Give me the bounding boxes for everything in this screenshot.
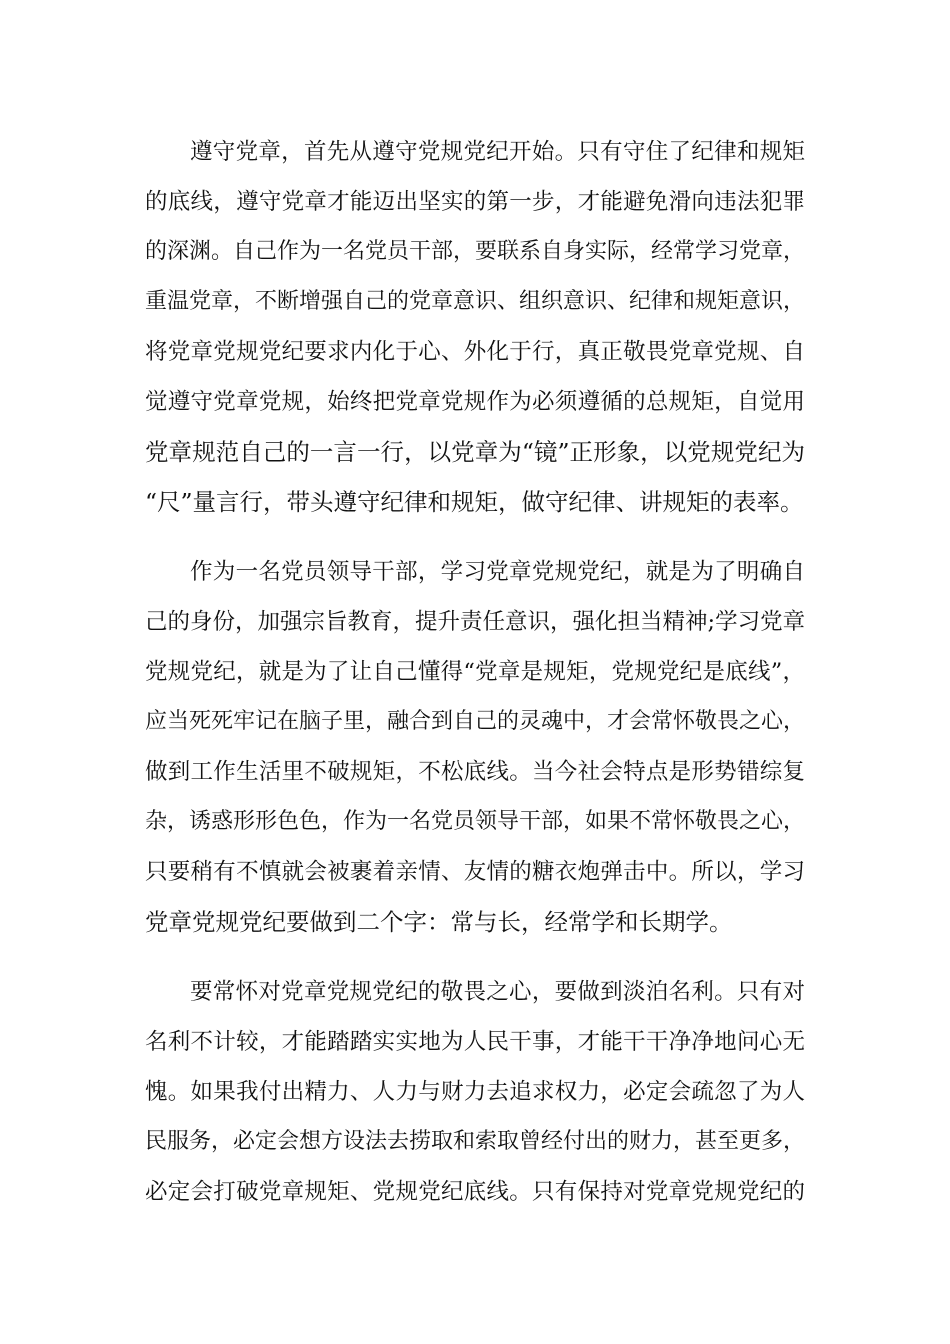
text-line: 必定会打破党章规矩、党规党纪底线。只有保持对党章党规党纪的 <box>145 1179 805 1205</box>
text-line: 党规党纪，就是为了让自己懂得“党章是规矩，党规党纪是底线”， <box>145 659 805 685</box>
text-line: 党章党规党纪要做到二个字：常与长，经常学和长期学。 <box>145 908 733 936</box>
text-line: 的深渊。自己作为一名党员干部，要联系自身实际，经常学习党章， <box>145 239 806 264</box>
text-line: 重温党章，不断增强自己的党章意识、组织意识、纪律和规矩意识， <box>145 289 806 314</box>
text-line: 只要稍有不慎就会被裹着亲情、友情的糖衣炮弹击中。所以，学习 <box>145 859 805 885</box>
text-line: 己的身份，加强宗旨教育，提升责任意识，强化担当精神;学习党章 <box>145 609 806 635</box>
text-line: 要常怀对党章党规党纪的敬畏之心，要做到淡泊名利。只有对 <box>190 979 805 1005</box>
text-line: 杂，诱惑形形色色，作为一名党员领导干部，如果不常怀敬畏之心， <box>145 809 806 834</box>
text-line: 遵守党章，首先从遵守党规党纪开始。只有守住了纪律和规矩 <box>190 139 805 165</box>
text-line: 应当死死牢记在脑子里，融合到自己的灵魂中，才会常怀敬畏之心， <box>145 709 806 734</box>
text-line: 愧。如果我付出精力、人力与财力去追求权力，必定会疏忽了为人 <box>145 1079 805 1105</box>
text-line: 作为一名党员领导干部，学习党章党规党纪，就是为了明确自 <box>190 559 805 585</box>
text-line: “尺”量言行，带头遵守纪律和规矩，做守纪律、讲规矩的表率。 <box>145 488 804 516</box>
text-line: 的底线，遵守党章才能迈出坚实的第一步，才能避免滑向违法犯罪 <box>145 189 805 215</box>
text-line: 觉遵守党章党规，始终把党章党规作为必须遵循的总规矩，自觉用 <box>145 389 805 415</box>
text-line: 名利不计较，才能踏踏实实地为人民干事，才能干干净净地问心无 <box>145 1029 805 1055</box>
text-line: 做到工作生活里不破规矩，不松底线。当今社会特点是形势错综复 <box>145 759 805 785</box>
text-line: 将党章党规党纪要求内化于心、外化于行，真正敬畏党章党规、自 <box>145 339 805 365</box>
text-line: 民服务，必定会想方设法去捞取和索取曾经付出的财力，甚至更多， <box>145 1129 806 1154</box>
text-line: 党章规范自己的一言一行，以党章为“镜”正形象，以党规党纪为 <box>145 438 805 466</box>
